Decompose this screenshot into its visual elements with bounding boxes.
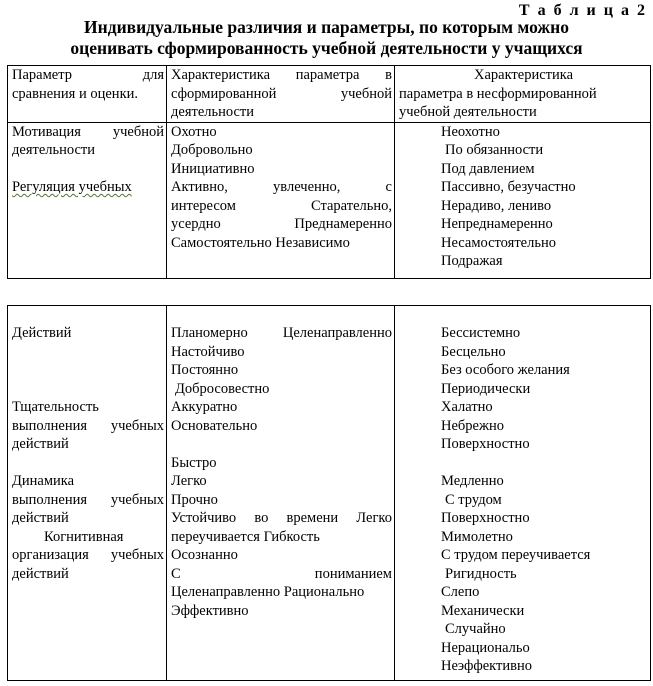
- unformed-item: Периодически: [441, 380, 531, 397]
- unformed-item: Несамостоятельно: [441, 234, 556, 251]
- formed-cell: [167, 122, 395, 278]
- title-line-1: Индивидуальные различия и параметры, по которым можно: [84, 17, 569, 37]
- header-param-line: сравнения и оценки.: [12, 85, 138, 102]
- unformed-item: Подражая: [441, 253, 503, 269]
- unformed-item: По обязанности: [445, 142, 544, 158]
- formed-item: интересом Старательно,: [171, 197, 392, 214]
- formed-item: переучивается Гибкость: [171, 528, 320, 545]
- unformed-item: Механически: [441, 602, 525, 619]
- param-line: деятельности: [12, 142, 96, 158]
- formed-cell: [167, 306, 395, 681]
- formed-item: Эффективно: [171, 602, 249, 619]
- unformed-item: Мимолетно: [441, 528, 513, 545]
- title-line-2: оценивать сформированность учебной деятельности у учащихся: [70, 38, 583, 58]
- formed-item: Охотно: [171, 123, 217, 140]
- param-line: Мотивация учебной: [12, 123, 164, 140]
- formed-item: Целенаправленно Рационально: [171, 584, 365, 600]
- formed-item: Постоянно: [171, 362, 239, 378]
- param-line: Тщательность: [12, 399, 99, 415]
- formed-item: Осознанно: [171, 547, 238, 563]
- unformed-item: Нерадиво, лениво: [441, 197, 552, 214]
- unformed-item: Нерациональо: [441, 639, 530, 656]
- formed-item: Добровольно: [171, 142, 253, 158]
- spacer: [12, 361, 164, 380]
- spacer: [441, 454, 648, 473]
- formed-item: Аккуратно: [171, 399, 238, 415]
- unformed-item: Небрежно: [441, 417, 504, 434]
- param-text: Регуляция учебных: [12, 179, 132, 195]
- formed-item: Легко: [171, 473, 207, 489]
- unformed-cell: [395, 122, 651, 278]
- unformed-item: Пассивно, безучастно: [441, 179, 576, 195]
- unformed-item: С трудом переучивается: [441, 547, 591, 563]
- param-line: действий: [12, 510, 69, 526]
- formed-item: Основательно: [171, 417, 258, 434]
- formed-item: Самостоятельно Независимо: [171, 234, 350, 251]
- table-part-2: [7, 305, 651, 681]
- formed-item: Инициативно: [171, 160, 255, 177]
- header-param-cell: [8, 66, 167, 123]
- formed-item: С пониманием: [171, 565, 392, 582]
- table-row: [8, 122, 651, 278]
- param-line: выполнения учебных: [12, 491, 164, 508]
- formed-item: усердно Преднамеренно: [171, 216, 392, 232]
- unformed-item: Случайно: [445, 621, 506, 637]
- spacer: [12, 343, 164, 362]
- param-line: действий: [12, 565, 69, 582]
- formed-item: Настойчиво: [171, 343, 245, 360]
- header-param-line: Параметр для: [12, 67, 164, 83]
- param-line: Действий: [12, 325, 72, 341]
- param-line: выполнения учебных: [12, 417, 164, 434]
- header-unformed-cell: [395, 66, 651, 123]
- table-caption: Т а б л и ц а 2: [518, 2, 647, 19]
- formed-item: Устойчиво во времени Легко: [171, 510, 392, 526]
- header-formed-cell: [167, 66, 395, 123]
- unformed-item: Бессистемно: [441, 325, 521, 341]
- spacer: [12, 380, 164, 399]
- param-line: [12, 178, 164, 197]
- spacer: [12, 160, 164, 179]
- unformed-item: Поверхностно: [441, 436, 530, 452]
- formed-item: Планомерно Целенаправленно: [171, 325, 392, 341]
- formed-item: Быстро: [171, 454, 217, 471]
- unformed-item: С трудом: [445, 491, 502, 508]
- param-line: организация учебных: [12, 547, 164, 563]
- header-unformed-line: параметра в несформированной: [399, 85, 597, 102]
- unformed-cell: [395, 306, 651, 681]
- unformed-item: Неохотно: [441, 123, 500, 140]
- document-title: [0, 17, 653, 59]
- param-cell: [8, 306, 167, 681]
- formed-item: Прочно: [171, 491, 218, 508]
- param-line: Когнитивная: [44, 528, 124, 545]
- header-formed-line: сформированной учебной: [171, 85, 392, 102]
- spacer: [12, 454, 164, 473]
- unformed-item: Неэффективно: [441, 658, 532, 674]
- param-cell: [8, 122, 167, 278]
- unformed-item: Без особого желания: [441, 362, 570, 378]
- formed-item: Добросовестно: [175, 380, 270, 397]
- header-unformed-line: Характеристика: [473, 67, 574, 83]
- param-line: Динамика: [12, 473, 75, 489]
- header-formed-line: Характеристика параметра в: [171, 67, 392, 83]
- unformed-item: Слепо: [441, 584, 480, 600]
- unformed-item: Поверхностно: [441, 510, 530, 526]
- table-part-1: [7, 65, 651, 279]
- unformed-item: Ригидность: [445, 565, 517, 582]
- header-unformed-line: учебной деятельности: [399, 104, 537, 120]
- unformed-item: Медленно: [441, 473, 504, 489]
- table-row: [8, 306, 651, 681]
- spacer: [171, 435, 392, 454]
- formed-item: Активно, увлеченно, с: [171, 179, 392, 195]
- unformed-item: Бесцельно: [441, 343, 506, 360]
- header-row: [8, 66, 651, 123]
- unformed-item: Непреднамеренно: [441, 216, 553, 232]
- header-formed-line: деятельности: [171, 104, 255, 120]
- unformed-item: Под давлением: [441, 160, 535, 177]
- param-line: действий: [12, 436, 69, 452]
- unformed-item: Халатно: [441, 399, 493, 415]
